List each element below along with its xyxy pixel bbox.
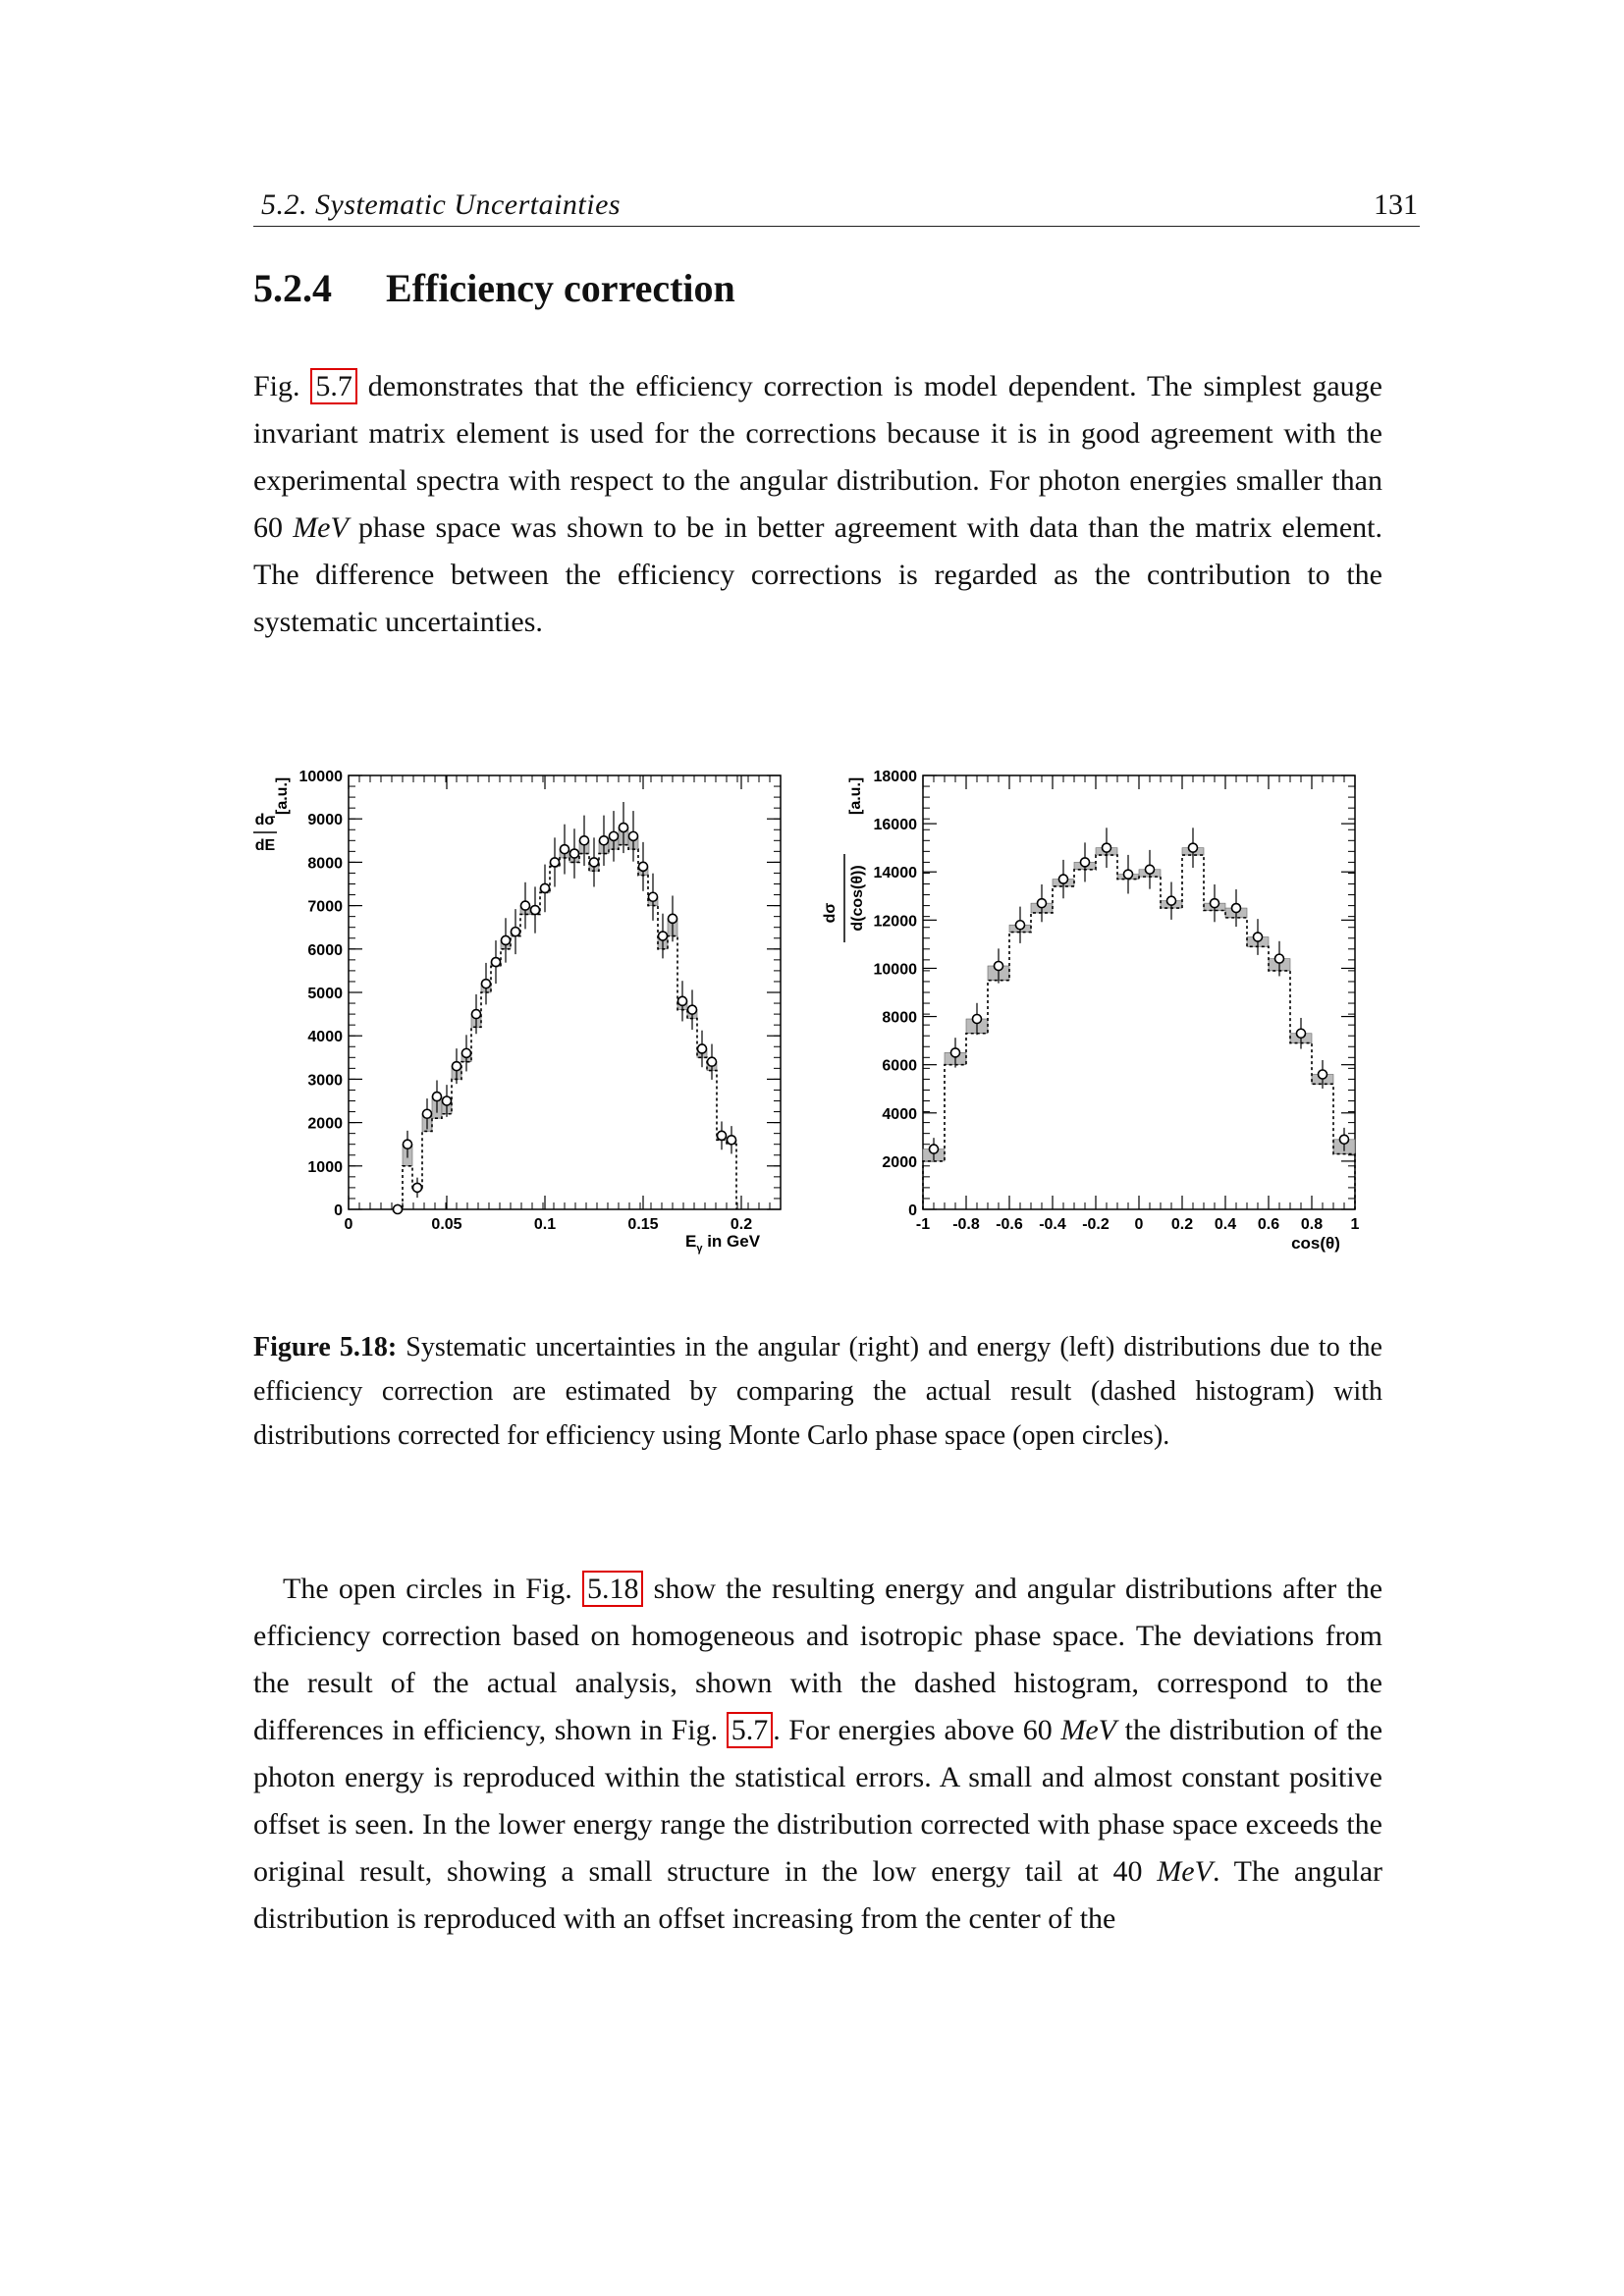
y-tick-label: 10000 [873,961,917,979]
data-point [728,1136,736,1145]
section-title: Efficiency correction [386,266,735,310]
y-tick-label: 6000 [307,941,343,959]
text-run: show the resulting energy and angular distributions after the efficiency correction based on homogeneous and isotropic phase space. The deviations from the result of the actual analysis, shown with the dashed histogram, correspond to the differences in efficiency, shown in Fig. [253,1573,1383,1746]
caption-text: Systematic uncertainties in the angular (right) and energy (left) distributions due to the efficiency correction are estimated by comparing the actual result (dashed histogram) with distributions corrected for efficiency using Monte Carlo phase space (open circles). [253,1332,1382,1451]
angular-chart [822,769,1360,1253]
data-point [1319,1070,1327,1079]
data-point [404,1140,412,1148]
x-axis-label: $E_\gamma$ in GeV [685,1232,761,1255]
y-tick-label: 6000 [882,1057,917,1075]
y-tick-label: 14000 [873,865,917,882]
data-point [433,1093,442,1101]
data-point [580,836,589,845]
y-tick-label: 8000 [307,855,343,873]
dashed-histogram [923,855,1355,1209]
paragraph-2 [253,1566,1382,1943]
y-axis-unit: [a.u.] [274,776,291,815]
figure-link[interactable]: 5.7 [310,368,357,404]
y-tick-label: 18000 [873,769,917,785]
text-run: phase space was shown to be in better agreement with data than the matrix element. The difference between the efficiency corrections is regarded as the contribution to the systematic uncertainties. [253,511,1383,638]
y-tick-label: 0 [334,1202,343,1219]
data-point [718,1131,727,1140]
data-point [1189,843,1198,852]
data-point [423,1109,432,1118]
y-tick-label: 10000 [298,769,343,785]
x-tick-label: 0.2 [1170,1216,1194,1233]
y-tick-label: 2000 [882,1153,917,1171]
figure-svg [236,746,1394,1276]
header-section-title: 5.2. Systematic Uncertainties [261,188,622,221]
data-point [482,980,491,988]
data-point [561,845,569,854]
section-heading [253,265,735,311]
x-tick-label: 1 [1350,1216,1360,1233]
data-point [995,961,1003,970]
unit: MeV [1060,1714,1117,1746]
y-axis-unit: [a.u.] [847,776,864,815]
y-tick-label: 4000 [882,1105,917,1123]
x-tick-label: -0.4 [1039,1216,1066,1233]
text-run: Fig. [253,370,311,402]
x-tick-label: -0.6 [996,1216,1023,1233]
data-point [1254,933,1263,941]
data-point [1146,865,1155,874]
data-point [413,1183,422,1192]
text-run: . For energies above 60 [773,1714,1061,1746]
y-tick-label: 7000 [307,898,343,916]
unit: MeV [293,511,349,544]
data-point [570,849,579,858]
data-point [443,1096,452,1105]
data-point [708,1057,717,1066]
y-tick-label: 2000 [307,1115,343,1133]
caption-label: Figure 5.18: [253,1332,398,1362]
text-run: the distribution of the photon energy is reproduced within the statistical errors. A small and almost constant positive offset is seen. In the lower energy range the distribution corrected with phase space exceeds the original result, showing a small structure in the low energy tail at 40 [253,1714,1383,1888]
data-point [472,1010,481,1019]
x-tick-label: 0.05 [431,1216,462,1233]
y-tick-label: 3000 [307,1072,343,1090]
y-tick-label: 8000 [882,1009,917,1027]
dashed-histogram [393,845,736,1209]
y-tick-label: 1000 [307,1158,343,1176]
data-point [951,1048,960,1057]
x-tick-label: 0.4 [1214,1216,1237,1233]
x-tick-label: 0.6 [1257,1216,1280,1233]
y-tick-label: 4000 [307,1029,343,1046]
data-point [678,996,687,1005]
x-tick-label: -0.8 [952,1216,980,1233]
data-point [453,1062,461,1071]
x-tick-label: 0.8 [1300,1216,1324,1233]
data-point [1059,875,1068,883]
figure-link[interactable]: 5.18 [582,1571,644,1607]
data-point [610,831,619,840]
data-point [659,932,668,940]
data-point [492,958,501,967]
data-point [698,1044,707,1053]
x-tick-label: 0.2 [730,1216,753,1233]
data-point [688,1005,697,1014]
x-tick-label: -0.2 [1082,1216,1110,1233]
text-run: The open circles in Fig. [283,1573,582,1605]
data-point [1297,1029,1306,1038]
y-tick-label: 9000 [307,812,343,829]
section-number: 5.2.4 [253,266,332,310]
x-tick-label: 0 [1134,1216,1144,1233]
data-point [462,1048,471,1057]
unit: MeV [1157,1855,1213,1888]
page-number: 131 [1374,188,1418,221]
y-tick-label: 0 [908,1202,917,1219]
data-point [1081,858,1090,867]
data-point [1016,921,1025,930]
data-point [1124,870,1133,879]
x-tick-label: 0.15 [627,1216,659,1233]
y-tick-label: 5000 [307,986,343,1002]
data-point [512,928,520,936]
text-run: . The angular distribution is reproduced with an offset increasing from the center of the [253,1855,1383,1935]
data-point [600,836,609,845]
energy-chart [253,769,781,1255]
data-point [502,935,511,944]
data-point [639,862,648,871]
y-tick-label: 12000 [873,913,917,931]
x-tick-label: -1 [915,1216,931,1233]
y-axis-label-den: d(cos(θ)) [849,865,866,932]
data-point [1275,954,1284,963]
data-point [394,1205,403,1214]
figure-caption [253,1325,1382,1458]
y-axis-label-den: dE [254,837,276,854]
data-point [1167,896,1176,905]
text-run: demonstrates that the efficiency correction is model dependent. The simplest gauge invariant matrix element is used for the corrections because it is in good agreement with the experimental spectra with respect to the angular distribution. For photon energies smaller than 60 [253,370,1382,544]
data-point [541,883,550,892]
y-axis-label: dσ [822,902,839,924]
data-point [620,824,628,832]
data-point [669,914,677,923]
data-point [1038,899,1047,908]
data-point [973,1015,982,1024]
data-point [1232,904,1241,913]
data-point [531,906,540,915]
data-point [521,901,530,910]
plot-frame [923,775,1355,1209]
figure-5-18 [236,746,1394,1281]
running-header [253,187,1420,227]
data-point [1211,899,1219,908]
x-tick-label: 0 [344,1216,353,1233]
data-point [1340,1135,1349,1144]
figure-link[interactable]: 5.7 [727,1712,774,1748]
data-point [649,892,658,901]
y-tick-label: 16000 [873,817,917,834]
data-point [930,1145,939,1153]
paragraph-1 [253,363,1382,646]
data-point [1103,843,1111,852]
data-point [551,858,560,867]
y-axis-label: dσ [254,812,276,828]
x-tick-label: 0.1 [533,1216,557,1233]
data-point [590,858,599,867]
x-axis-label: cos(θ) [1291,1234,1340,1253]
data-point [629,831,638,840]
